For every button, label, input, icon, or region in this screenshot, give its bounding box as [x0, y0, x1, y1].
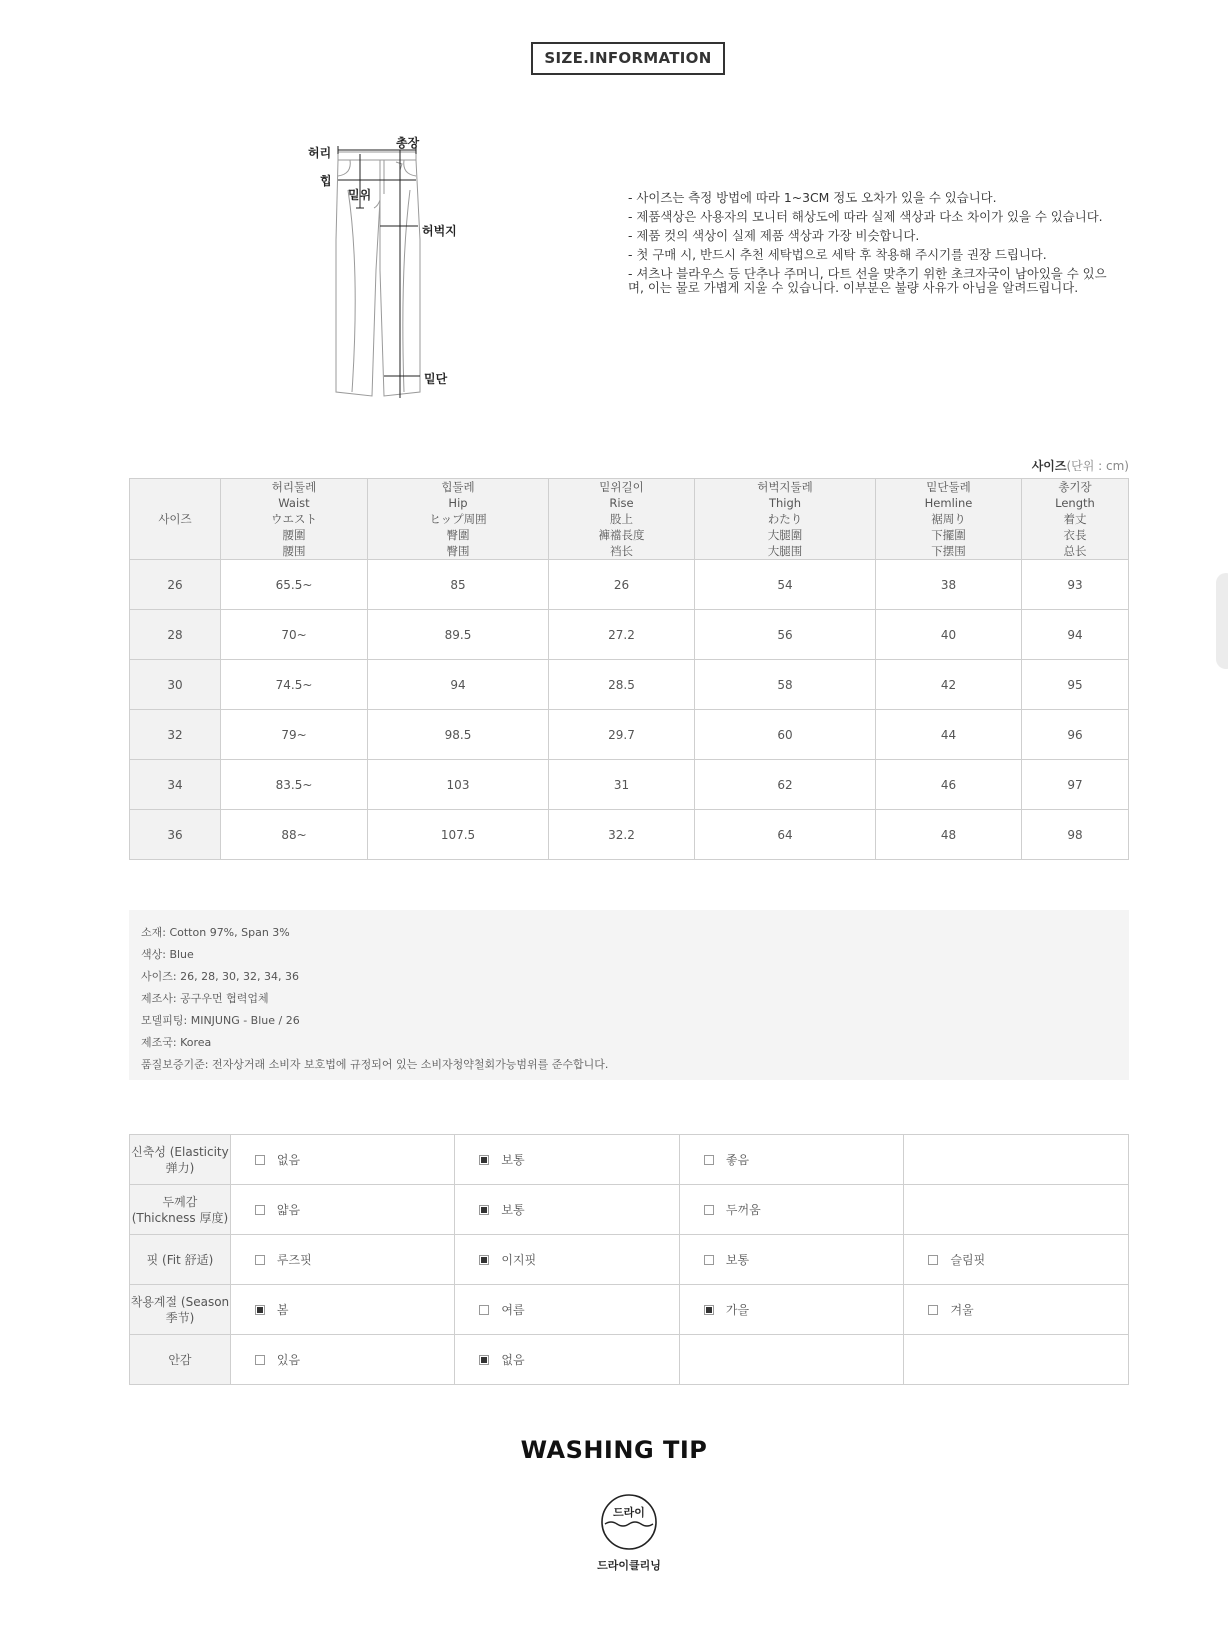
property-row-fit — [130, 1235, 1129, 1285]
size-line: 사이즈: 26, 28, 30, 32, 34, 36 — [141, 970, 300, 983]
option-cell: 슬림핏 — [904, 1235, 1129, 1285]
header-size: 사이즈 — [130, 479, 221, 560]
table-cell: 95 — [1022, 660, 1129, 710]
table-cell: 46 — [876, 760, 1022, 810]
checkbox-checked-icon — [479, 1255, 489, 1265]
table-cell: 97 — [1022, 760, 1129, 810]
property-row-elasticity — [130, 1135, 1129, 1185]
header-length: 총기장 Length 着丈 衣長 总长 — [1022, 479, 1129, 560]
checkbox-icon — [704, 1205, 714, 1215]
property-label: 신축성 (Elasticity 弹力) — [130, 1135, 231, 1185]
option-cell: 봄 — [230, 1285, 455, 1335]
side-scroll-tab[interactable] — [1216, 573, 1228, 669]
option-cell: 보통 — [455, 1185, 680, 1235]
dry-clean-icon-text: 드라이 — [613, 1506, 645, 1519]
pants-measurement-diagram — [300, 130, 480, 410]
table-cell: 85 — [368, 560, 549, 610]
length-label: 총장 — [396, 136, 420, 150]
unit-label: 사이즈(단위 : cm) — [1031, 459, 1129, 473]
rise-label: 밑위 — [348, 188, 372, 202]
checkbox-icon — [928, 1305, 938, 1315]
table-row — [130, 610, 1129, 660]
empty-cell — [904, 1185, 1129, 1235]
checkbox-icon — [255, 1205, 265, 1215]
table-cell: 96 — [1022, 710, 1129, 760]
table-cell: 94 — [1022, 610, 1129, 660]
hip-label: 힙 — [320, 174, 332, 188]
table-cell: 44 — [876, 710, 1022, 760]
empty-cell — [679, 1335, 904, 1385]
option-cell: 루즈핏 — [230, 1235, 455, 1285]
size-cell: 32 — [130, 710, 221, 760]
material-info-box — [129, 910, 1129, 1080]
checkbox-icon — [704, 1255, 714, 1265]
table-row — [130, 660, 1129, 710]
checkbox-checked-icon — [255, 1305, 265, 1315]
checkbox-icon — [704, 1155, 714, 1165]
checkbox-icon — [255, 1155, 265, 1165]
note-item: - 첫 구매 시, 반드시 추천 세탁법으로 세탁 후 착용해 주시기를 권장 드립니다. — [628, 247, 1047, 262]
option-cell: 가을 — [679, 1285, 904, 1335]
table-cell: 107.5 — [368, 810, 549, 860]
size-cell: 28 — [130, 610, 221, 660]
property-row-lining — [130, 1335, 1129, 1385]
checkbox-icon — [255, 1255, 265, 1265]
empty-cell — [904, 1135, 1129, 1185]
empty-cell — [904, 1335, 1129, 1385]
table-cell: 65.5~ — [221, 560, 368, 610]
option-cell: 보통 — [679, 1235, 904, 1285]
table-cell: 88~ — [221, 810, 368, 860]
header-rise: 밑위길이 Rise 股上 褲襠長度 裆长 — [549, 479, 695, 560]
size-notes — [628, 188, 1118, 295]
checkbox-checked-icon — [704, 1305, 714, 1315]
table-row — [130, 560, 1129, 610]
table-cell: 48 — [876, 810, 1022, 860]
option-cell: 여름 — [455, 1285, 680, 1335]
note-item: - 사이즈는 측정 방법에 따라 1~3CM 정도 오차가 있을 수 있습니다. — [628, 190, 997, 205]
property-label: 안감 — [130, 1335, 231, 1385]
size-cell: 36 — [130, 810, 221, 860]
washing-label: 드라이클리닝 — [597, 1559, 661, 1572]
table-cell: 103 — [368, 760, 549, 810]
option-cell: 있음 — [230, 1335, 455, 1385]
table-cell: 70~ — [221, 610, 368, 660]
header-thigh: 허벅지둘레 Thigh わたり 大腿圍 大腿围 — [695, 479, 876, 560]
checkbox-icon — [928, 1255, 938, 1265]
option-cell: 보통 — [455, 1135, 680, 1185]
option-cell: 없음 — [455, 1335, 680, 1385]
option-cell: 이지핏 — [455, 1235, 680, 1285]
table-cell: 40 — [876, 610, 1022, 660]
option-cell: 두꺼움 — [679, 1185, 904, 1235]
note-item: - 제품색상은 사용자의 모니터 해상도에 따라 실제 색상과 다소 차이가 있을 수 있습니다. — [628, 209, 1103, 224]
checkbox-checked-icon — [479, 1355, 489, 1365]
table-cell: 58 — [695, 660, 876, 710]
table-cell: 83.5~ — [221, 760, 368, 810]
material-line: 소재: Cotton 97%, Span 3% — [141, 926, 290, 939]
table-cell: 98.5 — [368, 710, 549, 760]
size-table-header — [130, 479, 1129, 560]
table-row — [130, 810, 1129, 860]
table-cell: 79~ — [221, 710, 368, 760]
table-cell: 32.2 — [549, 810, 695, 860]
waist-label: 허리 — [308, 146, 332, 160]
table-row — [130, 760, 1129, 810]
option-cell: 좋음 — [679, 1135, 904, 1185]
checkbox-checked-icon — [479, 1205, 489, 1215]
model-line: 모델피팅: MINJUNG - Blue / 26 — [141, 1014, 300, 1027]
option-cell: 겨울 — [904, 1285, 1129, 1335]
dry-clean-icon — [599, 1492, 659, 1552]
property-row-season — [130, 1285, 1129, 1335]
header-waist: 허리둘레 Waist ウエスト 腰圍 腰围 — [221, 479, 368, 560]
checkbox-icon — [479, 1305, 489, 1315]
washing-tip-title: WASHING TIP — [520, 1436, 708, 1464]
table-cell: 38 — [876, 560, 1022, 610]
color-line: 색상: Blue — [141, 948, 194, 961]
thigh-label: 허벅지 — [422, 224, 457, 238]
property-label: 착용계절 (Season 季节) — [130, 1285, 231, 1335]
table-cell: 62 — [695, 760, 876, 810]
option-cell: 없음 — [230, 1135, 455, 1185]
header-hip: 힙둘레 Hip ヒップ周囲 臀圍 臀围 — [368, 479, 549, 560]
table-cell: 54 — [695, 560, 876, 610]
table-cell: 94 — [368, 660, 549, 710]
size-cell: 34 — [130, 760, 221, 810]
table-cell: 89.5 — [368, 610, 549, 660]
note-item: - 제품 컷의 색상이 실제 제품 색상과 가장 비슷합니다. — [628, 228, 920, 243]
page-title: SIZE.INFORMATION — [531, 42, 725, 75]
table-cell: 29.7 — [549, 710, 695, 760]
property-table — [129, 1134, 1129, 1385]
size-cell: 26 — [130, 560, 221, 610]
property-label: 두께감 (Thickness 厚度) — [130, 1185, 231, 1235]
table-cell: 56 — [695, 610, 876, 660]
table-cell: 74.5~ — [221, 660, 368, 710]
table-cell: 31 — [549, 760, 695, 810]
table-cell: 26 — [549, 560, 695, 610]
property-label: 핏 (Fit 舒适) — [130, 1235, 231, 1285]
table-cell: 60 — [695, 710, 876, 760]
table-cell: 42 — [876, 660, 1022, 710]
note-item: - 셔츠나 블라우스 등 단추나 주머니, 다트 선을 맞추기 위한 초크자국이 남아있을 수 있으며, 이는 물로 가볍게 지울 수 있습니다. 이부분은 불량 사유가 아님을 알려드립니다. — [628, 266, 1107, 295]
table-cell: 93 — [1022, 560, 1129, 610]
table-cell: 98 — [1022, 810, 1129, 860]
size-table — [129, 478, 1129, 860]
table-cell: 27.2 — [549, 610, 695, 660]
origin-line: 제조국: Korea — [141, 1036, 212, 1049]
checkbox-icon — [255, 1355, 265, 1365]
table-cell: 28.5 — [549, 660, 695, 710]
table-row — [130, 710, 1129, 760]
size-cell: 30 — [130, 660, 221, 710]
table-cell: 64 — [695, 810, 876, 860]
option-cell: 얇음 — [230, 1185, 455, 1235]
maker-line: 제조사: 공구우먼 협력업체 — [141, 992, 269, 1005]
warranty-line: 품질보증기준: 전자상거래 소비자 보호법에 규정되어 있는 소비자청약철회가능범위를 준수합니다. — [141, 1058, 609, 1071]
property-row-thickness — [130, 1185, 1129, 1235]
hem-label: 밑단 — [424, 372, 448, 386]
header-hemline: 밑단둘레 Hemline 裾周り 下擺圍 下摆围 — [876, 479, 1022, 560]
checkbox-checked-icon — [479, 1155, 489, 1165]
